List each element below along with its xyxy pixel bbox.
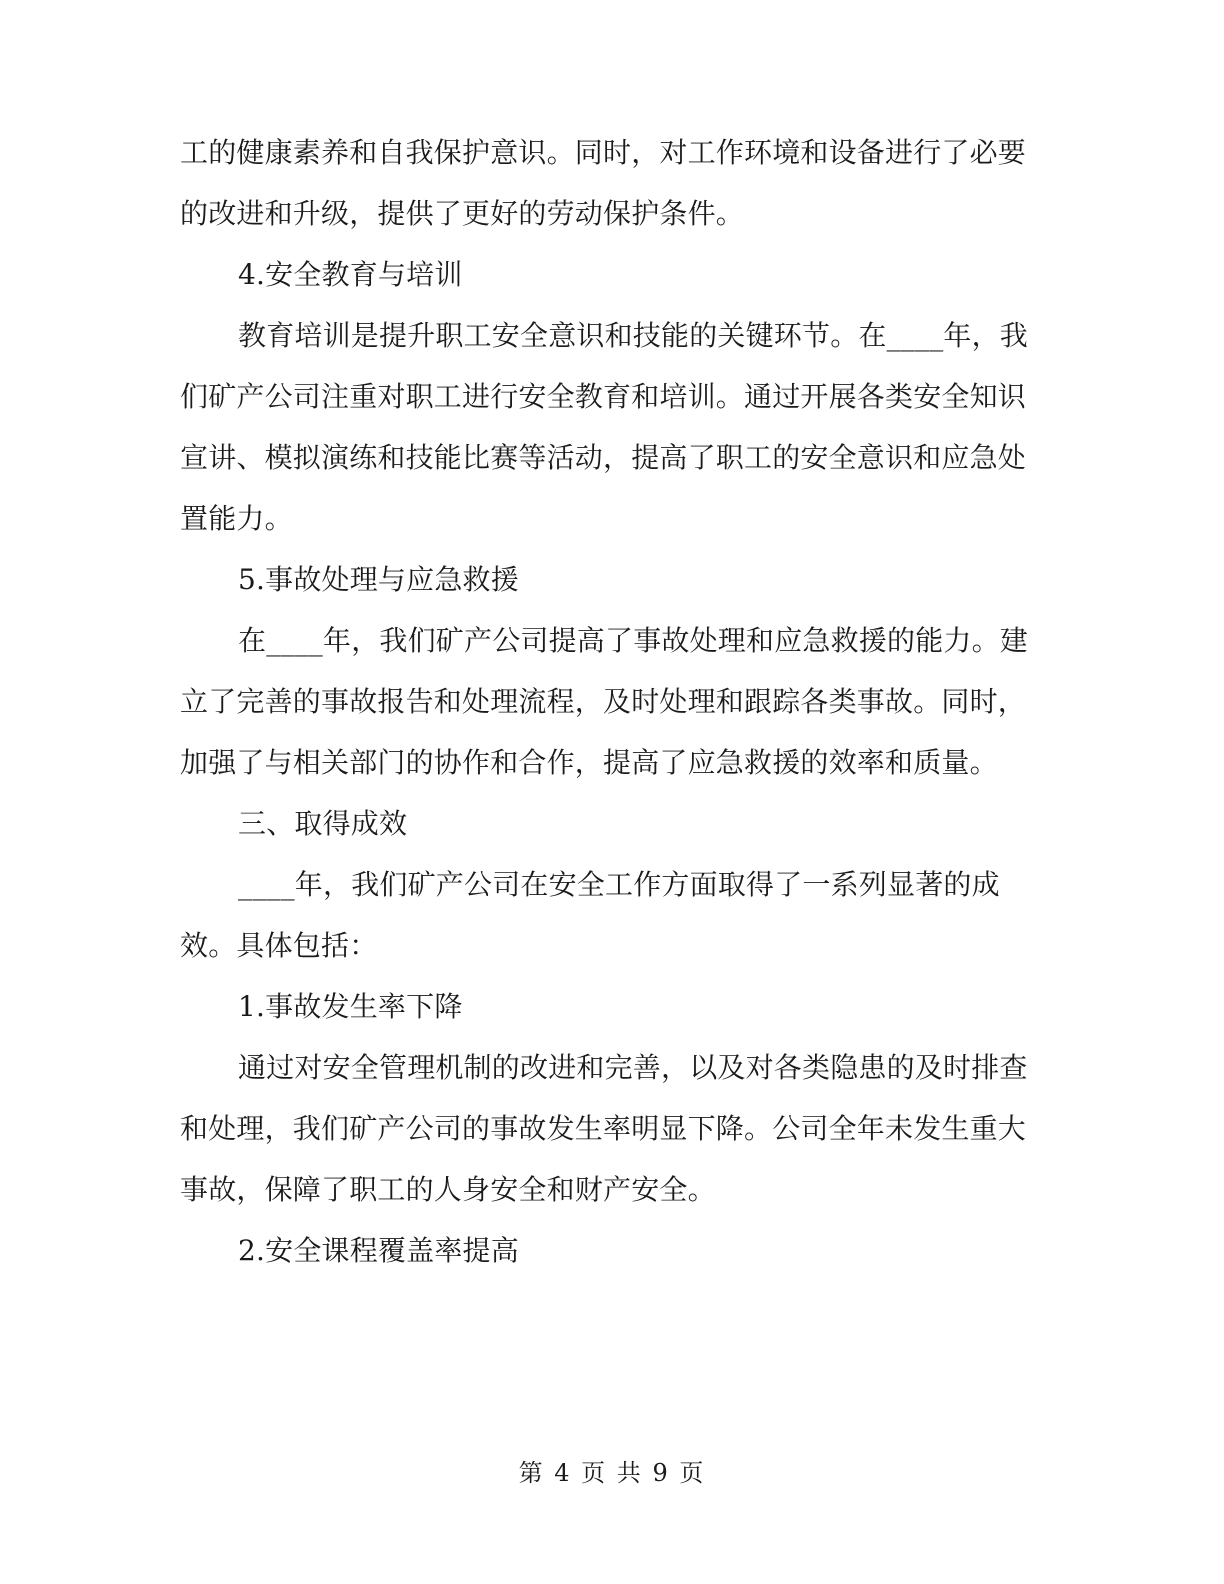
section-heading: 2.安全课程覆盖率提高 <box>238 1234 519 1267</box>
chapter-heading: 三、取得成效 <box>238 807 408 840</box>
paragraph-line: ____年，我们矿产公司在安全工作方面取得了一系列显著的成 <box>238 868 1000 901</box>
section-heading: 1.事故发生率下降 <box>238 990 463 1023</box>
paragraph-line: 工的健康素养和自我保护意识。同时，对工作环境和设备进行了必要 <box>180 136 1027 169</box>
paragraph-line: 们矿产公司注重对职工进行安全教育和培训。通过开展各类安全知识 <box>180 380 1027 413</box>
section-heading: 5.事故处理与应急救援 <box>238 563 519 596</box>
body-text <box>180 122 1029 1281</box>
paragraph-line: 的改进和升级，提供了更好的劳动保护条件。 <box>180 197 745 230</box>
paragraph-line: 在____年，我们矿产公司提高了事故处理和应急救援的能力。建 <box>238 624 1029 657</box>
paragraph-line: 立了完善的事故报告和处理流程，及时处理和跟踪各类事故。同时， <box>180 685 1027 718</box>
section-heading: 4.安全教育与培训 <box>238 258 463 291</box>
paragraph-line: 教育培训是提升职工安全意识和技能的关键环节。在____年，我 <box>238 319 1029 352</box>
paragraph-line: 加强了与相关部门的协作和合作，提高了应急救援的效率和质量。 <box>180 746 998 779</box>
page-number: 第 4 页 共 9 页 <box>518 1459 706 1487</box>
paragraph-line: 事故，保障了职工的人身安全和财产安全。 <box>180 1173 716 1206</box>
paragraph-line: 置能力。 <box>180 502 293 535</box>
paragraph-line: 和处理，我们矿产公司的事故发生率明显下降。公司全年未发生重大 <box>180 1112 1027 1145</box>
page-footer <box>0 1458 1224 1488</box>
paragraph-line: 通过对安全管理机制的改进和完善，以及对各类隐患的及时排查 <box>238 1051 1028 1084</box>
paragraph-line: 效。具体包括： <box>180 929 378 962</box>
paragraph-line: 宣讲、模拟演练和技能比赛等活动，提高了职工的安全意识和应急处 <box>180 441 1027 474</box>
